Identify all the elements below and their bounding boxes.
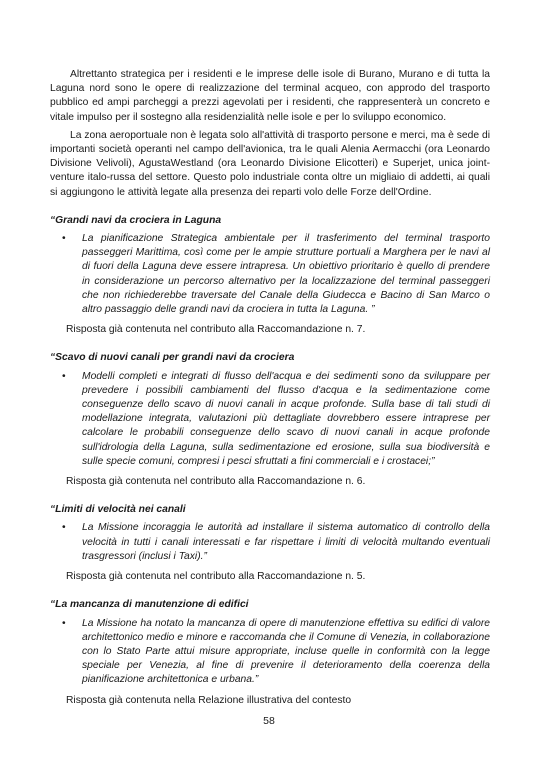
bullet-text: La Missione ha notato la mancanza di opere di manutenzione effettiva su edifici di valore architettonico medio e minore e raccomanda che il Comune di Venezia, in collaborazione con lo Stato Parte attui misure appropriate, incluse quelle in conformità con la legge speciale per Venezia, al fine di prevenire il deterioramento della coerenza della pianificazione architettonica e urbana.” bbox=[82, 617, 490, 686]
page-number: 58 bbox=[263, 715, 275, 727]
bullet-item bbox=[50, 232, 490, 317]
bullet-icon: • bbox=[62, 617, 66, 629]
bullet-icon: • bbox=[62, 522, 66, 534]
bullet-list bbox=[50, 370, 490, 469]
paragraph-terminal-acqueo: Altrettanto strategica per i residenti e le imprese delle isole di Burano, Murano e di tutta la Laguna nord sono le opere di realizzazione del terminal acqueo, con approdo del trasporto pubblico ed ampi parcheggi a prezzi agevolati per i residenti, che rappresenterà un concreto e vitale impulso per il sostegno alla residenzialità nelle isole e per lo sviluppo economico. bbox=[50, 69, 490, 123]
section-title: “La mancanza di manutenzione di edifici bbox=[50, 599, 249, 611]
bullet-list bbox=[50, 232, 490, 317]
bullet-list bbox=[50, 521, 490, 564]
section-limiti-velocita bbox=[50, 503, 490, 584]
section-title: “Grandi navi da crociera in Laguna bbox=[50, 214, 222, 226]
answer-text: Risposta già contenuta nel contributo alla Raccomandazione n. 5. bbox=[66, 571, 366, 583]
section-grandi-navi bbox=[50, 214, 490, 338]
section-manutenzione-edifici bbox=[50, 598, 490, 707]
bullet-item bbox=[50, 370, 490, 469]
bullet-icon: • bbox=[62, 370, 66, 382]
bullet-text: La pianificazione Strategica ambientale per il trasferimento del terminal trasporto passeggeri Marittima, così come per le ampie strutture portuali a Marghera per le navi al di fuori della Laguna deve essere intrapresa. Un obiettivo prioritario è quello di prendere in considerazione un percorso alternativo per la localizzazione del terminal passeggeri che non richiederebbe traversate del Canale della Giudecca e Bacino di San Marco o altro passaggio delle grandi navi da crociera in tutta la Laguna. ” bbox=[82, 233, 490, 316]
bullet-text: La Missione incoraggia le autorità ad installare il sistema automatico di controllo della velocità in tutti i canali interessati e far rispettare i limiti di velocità multando eventuali trasgressori (inclusi i Taxi).” bbox=[82, 522, 490, 562]
page-body bbox=[50, 68, 490, 708]
answer-text: Risposta già contenuta nel contributo alla Raccomandazione n. 6. bbox=[66, 476, 366, 488]
bullet-list bbox=[50, 617, 490, 688]
bullet-text: Modelli completi e integrati di flusso dell'acqua e dei sedimenti sono da sviluppare per prevedere i possibili cambiamenti del flusso d'acqua e la sedimentazione come conseguenze dello scavo di nuovi canali in acque profonde. Sulla base di tali studi di modellazione integrata, valutazioni più dettagliate dovrebbero essere intraprese per calcolare le probabili conseguenze dello scavo di nuovi canali in acque profonde sull'idrologia della Laguna, sulla sedimentazione ed erosione, sulla sua biodiversità e sulle specie comuni, compresi i pesci sfruttati a fini commerciali e i crostacei;” bbox=[82, 370, 490, 467]
section-title: “Scavo di nuovi canali per grandi navi da crociera bbox=[50, 352, 295, 364]
bullet-item bbox=[50, 521, 490, 564]
answer-text: Risposta già contenuta nella Relazione illustrativa del contesto bbox=[66, 694, 352, 706]
bullet-icon: • bbox=[62, 233, 66, 245]
paragraph-zona-aeroportuale: La zona aeroportuale non è legata solo all'attività di trasporto persone e merci, ma è sede di importanti società operanti nel campo dell'avionica, tra le quali Alenia Aermacchi (ora Leonardo Divisione Velivoli), AgustaWestland (ora Leonardo Divisione Elicotteri) e Superjet, unica joint-venture italo-russa del settore. Questo polo industriale conta oltre un migliaio di addetti, ai quali si aggiungono le attività legate alla presenza dei reparti volo delle Forze dell'Ordine. bbox=[50, 129, 490, 198]
section-scavo-canali bbox=[50, 351, 490, 489]
answer-text: Risposta già contenuta nel contributo alla Raccomandazione n. 7. bbox=[66, 324, 366, 336]
bullet-item bbox=[50, 617, 490, 688]
section-title: “Limiti di velocità nei canali bbox=[50, 504, 186, 516]
